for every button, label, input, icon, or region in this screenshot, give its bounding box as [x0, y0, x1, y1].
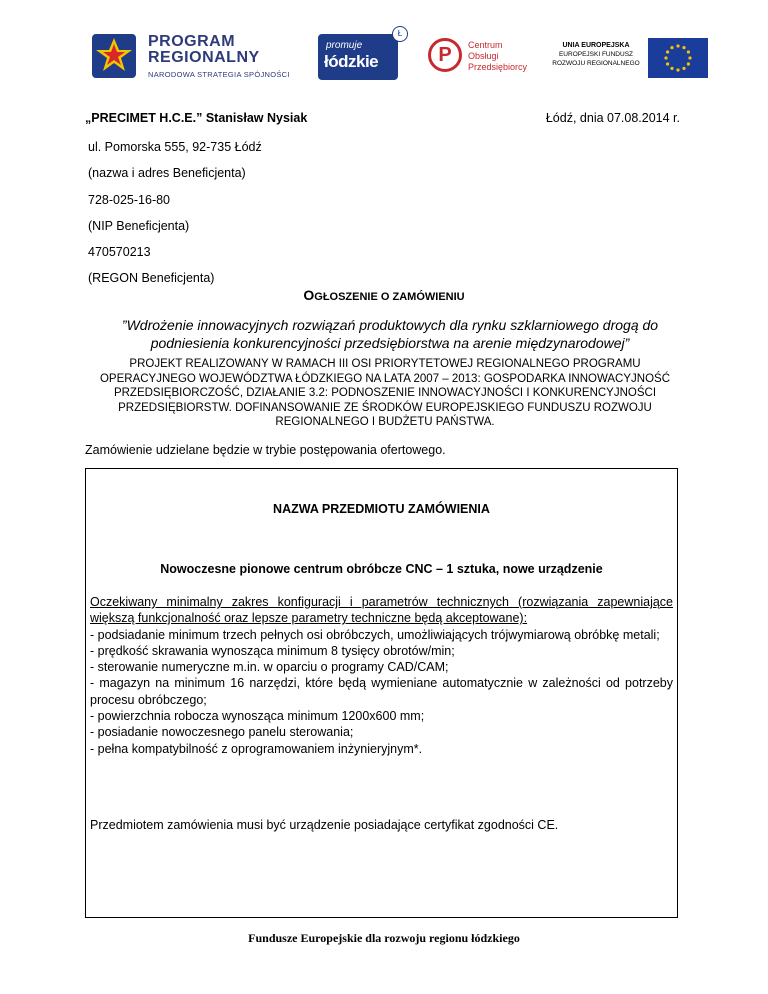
- list-item: - sterowanie numeryczne m.in. w oparciu o programy CAD/CAM;: [90, 660, 449, 675]
- centrum-obslugi-text: Centrum Obsługi Przedsiębiorcy: [468, 40, 528, 72]
- logo-bar: [90, 20, 710, 90]
- place-date: Łódź, dnia 07.08.2014 r.: [545, 111, 680, 125]
- centrum-obslugi-logo: [428, 38, 538, 78]
- list-item: - posiadanie nowoczesnego panelu sterowania;: [90, 725, 354, 740]
- list-item: - prędkość skrawania wynosząca minimum 8 tysięcy obrotów/min;: [90, 643, 455, 658]
- project-title: ”Wdrożenie innowacyjnych rozwiązań produktowych dla rynku szklarniowego drogą do podniesienia konkurencyjności przedsiębiorstwa na arenie międzynarodowej”: [121, 317, 659, 351]
- nip-value: 728-025-16-80: [88, 193, 171, 207]
- address: ul. Pomorska 555, 92-735 Łódź: [88, 140, 262, 154]
- procedure-mode: Zamówienie udzielane będzie w trybie postępowania ofertowego.: [85, 443, 446, 457]
- company-name: „PRECIMET H.C.E.” Stanisław Nysiak: [85, 111, 308, 125]
- p-circle-icon: P: [428, 38, 462, 72]
- regionalny-text: REGIONALNY: [148, 49, 260, 66]
- box-heading: NAZWA PRZEDMIOTU ZAMÓWIENIA: [273, 502, 490, 516]
- list-item: - powierzchnia robocza wynosząca minimum 1200x600 mm;: [90, 709, 425, 724]
- promuje-lodzkie-logo: [318, 29, 403, 80]
- eu-flag-icon: [648, 38, 708, 78]
- address-label: (nazwa i adres Beneficjenta): [88, 166, 246, 180]
- requirements-section: [90, 594, 673, 757]
- unia-europejska-logo: [548, 38, 708, 78]
- regon-value: 470570213: [88, 245, 151, 259]
- star-emblem-icon: [90, 30, 138, 82]
- list-item: - pełna kompatybilność z oprogramowaniem inżynieryjnym*.: [90, 741, 423, 756]
- order-subject-box: [85, 468, 678, 918]
- nip-label: (NIP Beneficjenta): [88, 219, 190, 233]
- list-item: - podsiadanie minimum trzech pełnych osi obróbczych, umożliwiających trójwymiarową obróbkę metali;: [90, 627, 660, 642]
- strategia-text: NARODOWA STRATEGIA SPÓJNOŚCI: [148, 70, 290, 79]
- requirements-intro: Oczekiwany minimalny zakres konfiguracji i parametrów technicznych (rozwiązania zapewniające większą funkcjonalność oraz lepsze parametry techniczne będą akceptowane):: [90, 595, 673, 626]
- unia-europejska-text: UNIA EUROPEJSKA EUROPEJSKI FUNDUSZ ROZWOJU REGIONALNEGO: [552, 42, 640, 67]
- order-item-name: Nowoczesne pionowe centrum obróbcze CNC – 1 sztuka, nowe urządzenie: [160, 562, 603, 576]
- list-item: - magazyn na minimum 16 narzędzi, które będą wymieniane automatycznie w zależności od potrzeby procesu obróbczego;: [90, 676, 673, 707]
- registered-icon: Ł: [392, 26, 408, 42]
- certificate-requirement: Przedmiotem zamówienia musi być urządzenie posiadające certyfikat zgodności CE.: [90, 818, 559, 832]
- lodzkie-text: łódzkie: [324, 52, 379, 71]
- regon-label: (REGON Beneficjenta): [88, 271, 215, 285]
- program-text: PROGRAM: [148, 33, 236, 50]
- project-description: PROJEKT REALIZOWANY W RAMACH III OSI PRIORYTETOWEJ REGIONALNEGO PROGRAMU OPERACYJNEGO WOJEWÓDZTWA ŁÓDZKIEGO NA LATA 2007 – 2013: GOSPODARKA INNOWACYJNOŚĆ PRZEDSIĘBIORCZOŚĆ, DZIAŁANIE 3.2: PODNOSZENIE INNOWACYJNOŚCI I KONKURENCYJNOŚCI PRZEDSIĘBIORSTW. DOFINANSOWANIE ZE ŚRODKÓW EUROPEJSKIEGO FUNDUSZU ROZWOJU REGIONALNEGO I BUDŻETU PAŃSTWA.: [99, 358, 671, 428]
- page-title: OGŁOSZENIE O ZAMÓWIENIU: [303, 287, 465, 303]
- footer-text: Fundusze Europejskie dla rozwoju regionu łódzkiego: [248, 931, 520, 945]
- program-regionalny-logo: [90, 20, 290, 90]
- promuje-text: promuje: [326, 40, 363, 51]
